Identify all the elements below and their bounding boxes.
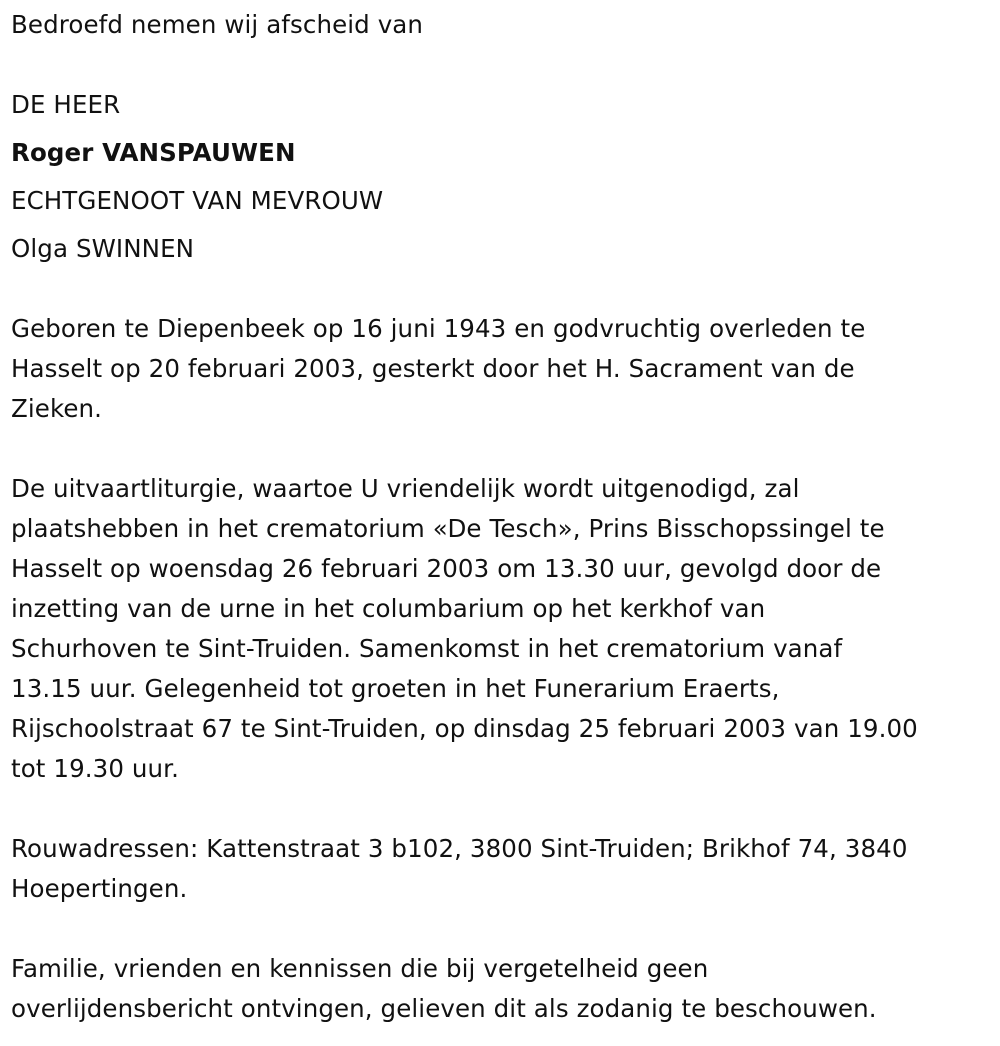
paragraph-line: Hoepertingen. [11, 874, 188, 903]
intro-text: Bedroefd nemen wij afscheid van [11, 10, 424, 39]
paragraph-line: Schurhoven te Sint-Truiden. Samenkomst in het crematorium vanaf [11, 634, 843, 663]
paragraph-line: Rijschoolstraat 67 te Sint-Truiden, op dinsdag 25 februari 2003 van 19.00 [11, 714, 918, 743]
paragraph-line: tot 19.30 uur. [11, 754, 179, 783]
relation-label: ECHTGENOOT VAN MEVROUW [11, 186, 384, 215]
paragraph-line: Hasselt op 20 februari 2003, gesterkt door het H. Sacrament van de [11, 354, 855, 383]
paragraph-line: inzetting van de urne in het columbarium op het kerkhof van [11, 594, 766, 623]
paragraph-line: Familie, vrienden en kennissen die bij vergetelheid geen [11, 954, 709, 983]
paragraph-line: Geboren te Diepenbeek op 16 juni 1943 en godvruchtig overleden te [11, 314, 866, 343]
paragraph-line: Hasselt op woensdag 26 februari 2003 om 13.30 uur, gevolgd door de [11, 554, 882, 583]
paragraph-line: Rouwadressen: Kattenstraat 3 b102, 3800 Sint-Truiden; Brikhof 74, 3840 [11, 834, 908, 863]
honorific: DE HEER [11, 90, 121, 119]
deceased-name: Roger VANSPAUWEN [11, 138, 296, 167]
paragraph-line: overlijdensbericht ontvingen, gelieven dit als zodanig te beschouwen. [11, 994, 877, 1023]
paragraph-line: Zieken. [11, 394, 103, 423]
paragraph-line: 13.15 uur. Gelegenheid tot groeten in het Funerarium Eraerts, [11, 674, 780, 703]
spouse-name: Olga SWINNEN [11, 234, 195, 263]
paragraph-line: plaatshebben in het crematorium «De Tesch», Prins Bisschopssingel te [11, 514, 885, 543]
paragraph-line: De uitvaartliturgie, waartoe U vriendelijk wordt uitgenodigd, zal [11, 474, 800, 503]
